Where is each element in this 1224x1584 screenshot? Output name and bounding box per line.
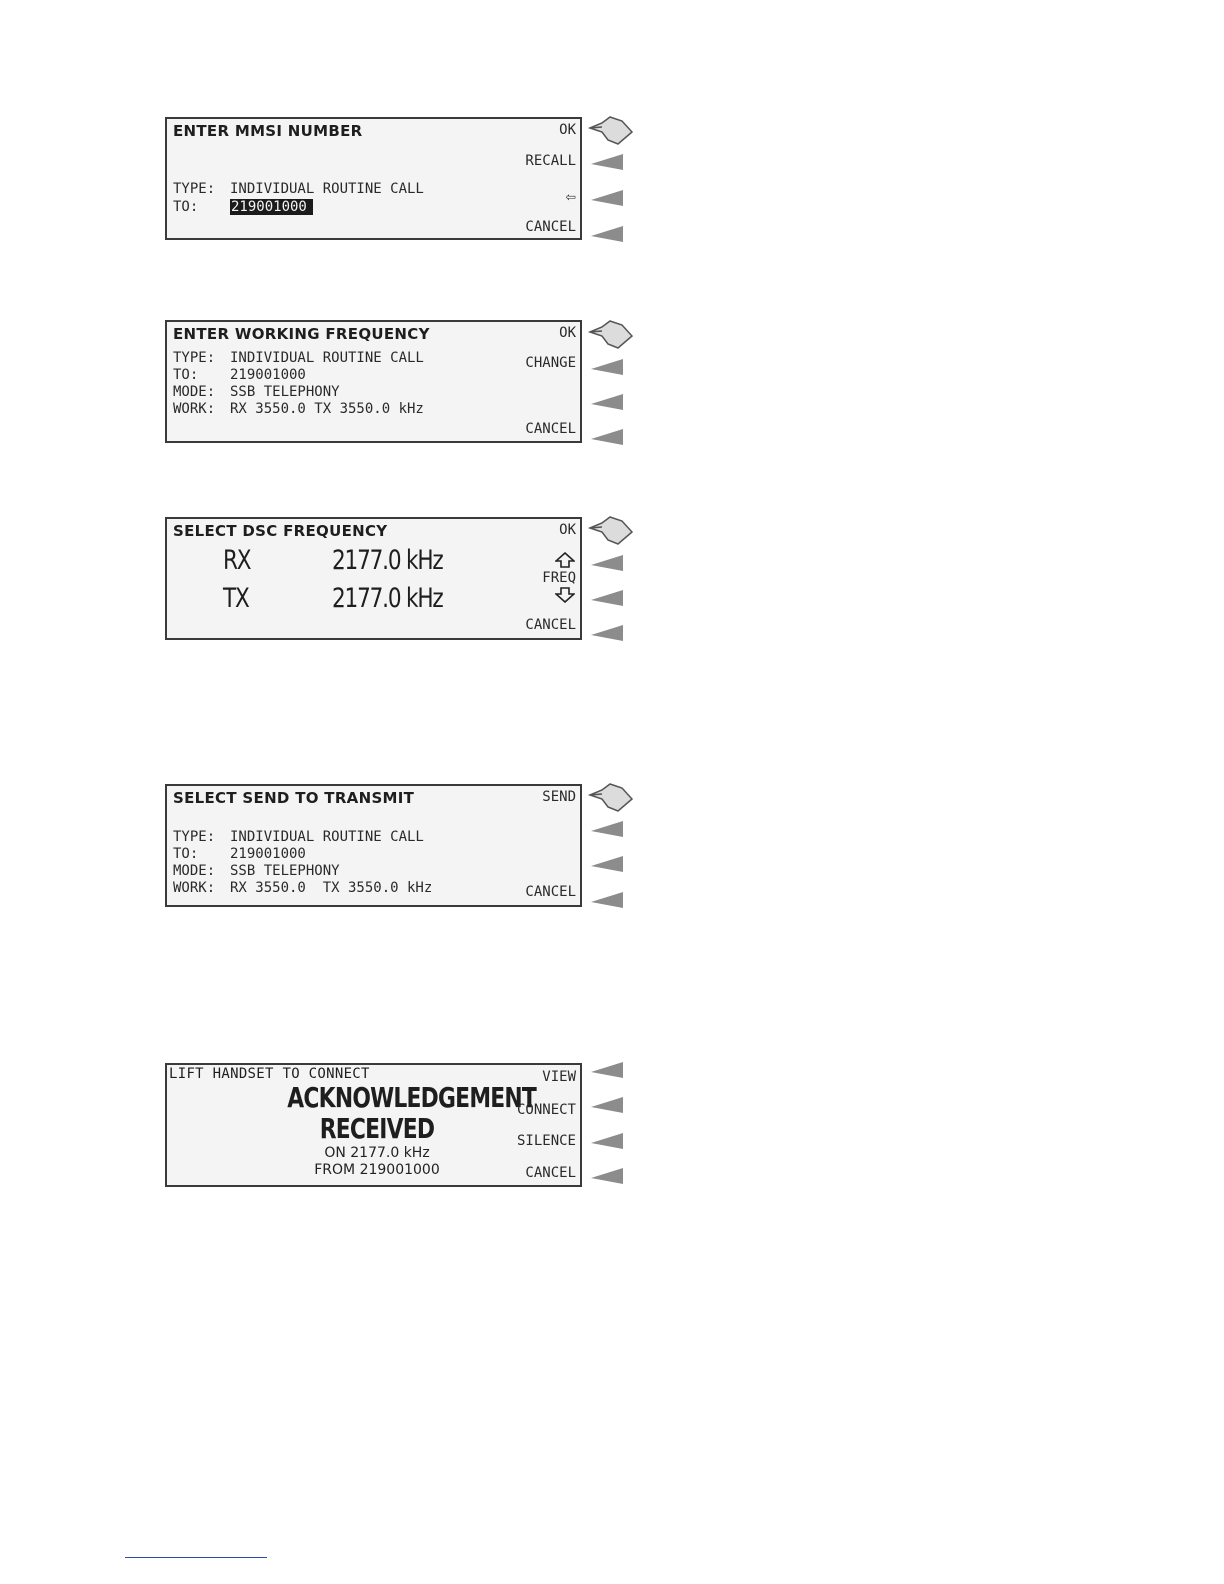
rx-label: RX bbox=[223, 545, 251, 576]
screen-dsc-frequency bbox=[165, 517, 582, 640]
type-value: INDIVIDUAL ROUTINE CALL bbox=[230, 829, 424, 845]
type-line bbox=[173, 829, 424, 845]
work-value: RX 3550.0 TX 3550.0 kHz bbox=[230, 880, 433, 896]
screen-header: LIFT HANDSET TO CONNECT bbox=[169, 1066, 370, 1082]
mode-key: MODE: bbox=[173, 384, 216, 400]
footnote-rule bbox=[125, 1557, 267, 1558]
cancel-softkey[interactable]: CANCEL bbox=[525, 1165, 576, 1181]
to-key: TO: bbox=[173, 367, 199, 383]
rx-value: 2177.0 kHz bbox=[332, 545, 443, 576]
mmsi-input[interactable]: 219001000 bbox=[230, 199, 313, 215]
screen-header: ENTER WORKING FREQUENCY bbox=[173, 325, 430, 343]
softkey-arrow-icon[interactable] bbox=[589, 819, 625, 839]
hand-pointer-icon bbox=[588, 781, 634, 815]
ack-title-line1: ACKNOWLEDGEMENT bbox=[287, 1081, 537, 1114]
screen-header: ENTER MMSI NUMBER bbox=[173, 122, 363, 140]
softkey-arrow-icon[interactable] bbox=[589, 553, 625, 573]
type-key: TYPE: bbox=[173, 181, 216, 197]
screen-working-frequency bbox=[165, 320, 582, 443]
softkey-arrow-icon[interactable] bbox=[589, 1131, 625, 1151]
type-key: TYPE: bbox=[173, 350, 216, 366]
softkey-arrow-icon[interactable] bbox=[589, 1095, 625, 1115]
ok-softkey[interactable]: OK bbox=[559, 325, 576, 341]
mode-value: SSB TELEPHONY bbox=[230, 863, 340, 879]
hand-pointer-icon bbox=[588, 514, 634, 548]
change-softkey[interactable]: CHANGE bbox=[525, 355, 576, 371]
mode-value: SSB TELEPHONY bbox=[230, 384, 340, 400]
ack-from: FROM 219001000 bbox=[314, 1162, 440, 1178]
screen-header: SELECT DSC FREQUENCY bbox=[173, 522, 388, 540]
ack-title-line2: RECEIVED bbox=[319, 1112, 435, 1145]
type-value: INDIVIDUAL ROUTINE CALL bbox=[230, 350, 424, 366]
cancel-softkey[interactable]: CANCEL bbox=[525, 884, 576, 900]
work-line bbox=[173, 880, 432, 896]
silence-softkey[interactable]: SILENCE bbox=[516, 1133, 576, 1149]
connect-softkey[interactable]: CONNECT bbox=[516, 1102, 576, 1118]
softkey-arrow-icon[interactable] bbox=[589, 1166, 625, 1186]
to-key: TO: bbox=[173, 846, 199, 862]
down-arrow-icon[interactable] bbox=[555, 587, 575, 607]
screen-header: SELECT SEND TO TRANSMIT bbox=[173, 789, 415, 807]
hand-pointer-icon bbox=[588, 114, 634, 148]
type-key: TYPE: bbox=[173, 829, 216, 845]
mode-key: MODE: bbox=[173, 863, 216, 879]
softkey-arrow-icon[interactable] bbox=[589, 1060, 625, 1080]
softkey-arrow-icon[interactable] bbox=[589, 357, 625, 377]
cancel-softkey[interactable]: CANCEL bbox=[525, 617, 576, 633]
screen-acknowledgement bbox=[165, 1063, 582, 1187]
mode-line bbox=[173, 863, 340, 879]
softkey-arrow-icon[interactable] bbox=[589, 224, 625, 244]
to-line bbox=[173, 367, 306, 383]
work-key: WORK: bbox=[173, 880, 216, 896]
work-key: WORK: bbox=[173, 401, 216, 417]
softkey-arrow-icon[interactable] bbox=[589, 623, 625, 643]
up-arrow-icon[interactable] bbox=[555, 552, 575, 572]
type-line bbox=[173, 181, 424, 197]
view-softkey[interactable]: VIEW bbox=[542, 1069, 576, 1085]
cancel-softkey[interactable]: CANCEL bbox=[525, 219, 576, 235]
softkey-arrow-icon[interactable] bbox=[589, 188, 625, 208]
softkey-arrow-icon[interactable] bbox=[589, 152, 625, 172]
work-line bbox=[173, 401, 424, 417]
freq-label: FREQ bbox=[542, 570, 576, 586]
type-line bbox=[173, 350, 424, 366]
hand-pointer-icon bbox=[588, 318, 634, 352]
softkey-arrow-icon[interactable] bbox=[589, 392, 625, 412]
to-line bbox=[173, 199, 313, 215]
ok-softkey[interactable]: OK bbox=[559, 122, 576, 138]
to-value: 219001000 bbox=[230, 367, 306, 383]
tx-label: TX bbox=[223, 583, 249, 614]
ack-frequency: ON 2177.0 kHz bbox=[324, 1145, 430, 1161]
cancel-softkey[interactable]: CANCEL bbox=[525, 421, 576, 437]
to-line bbox=[173, 846, 306, 862]
ok-softkey[interactable]: OK bbox=[559, 522, 576, 538]
screen-send-transmit bbox=[165, 784, 582, 907]
softkey-arrow-icon[interactable] bbox=[589, 854, 625, 874]
work-value: RX 3550.0 TX 3550.0 kHz bbox=[230, 401, 424, 417]
softkey-arrow-icon[interactable] bbox=[589, 890, 625, 910]
tx-value: 2177.0 kHz bbox=[332, 583, 443, 614]
send-softkey[interactable]: SEND bbox=[542, 789, 576, 805]
mode-line bbox=[173, 384, 340, 400]
recall-softkey[interactable]: RECALL bbox=[525, 153, 576, 169]
to-value: 219001000 bbox=[230, 846, 306, 862]
type-value: INDIVIDUAL ROUTINE CALL bbox=[230, 181, 424, 197]
screen-enter-mmsi bbox=[165, 117, 582, 240]
to-key: TO: bbox=[173, 199, 199, 215]
softkey-arrow-icon[interactable] bbox=[589, 427, 625, 447]
backspace-softkey[interactable]: ⇦ bbox=[565, 187, 576, 207]
softkey-arrow-icon[interactable] bbox=[589, 588, 625, 608]
